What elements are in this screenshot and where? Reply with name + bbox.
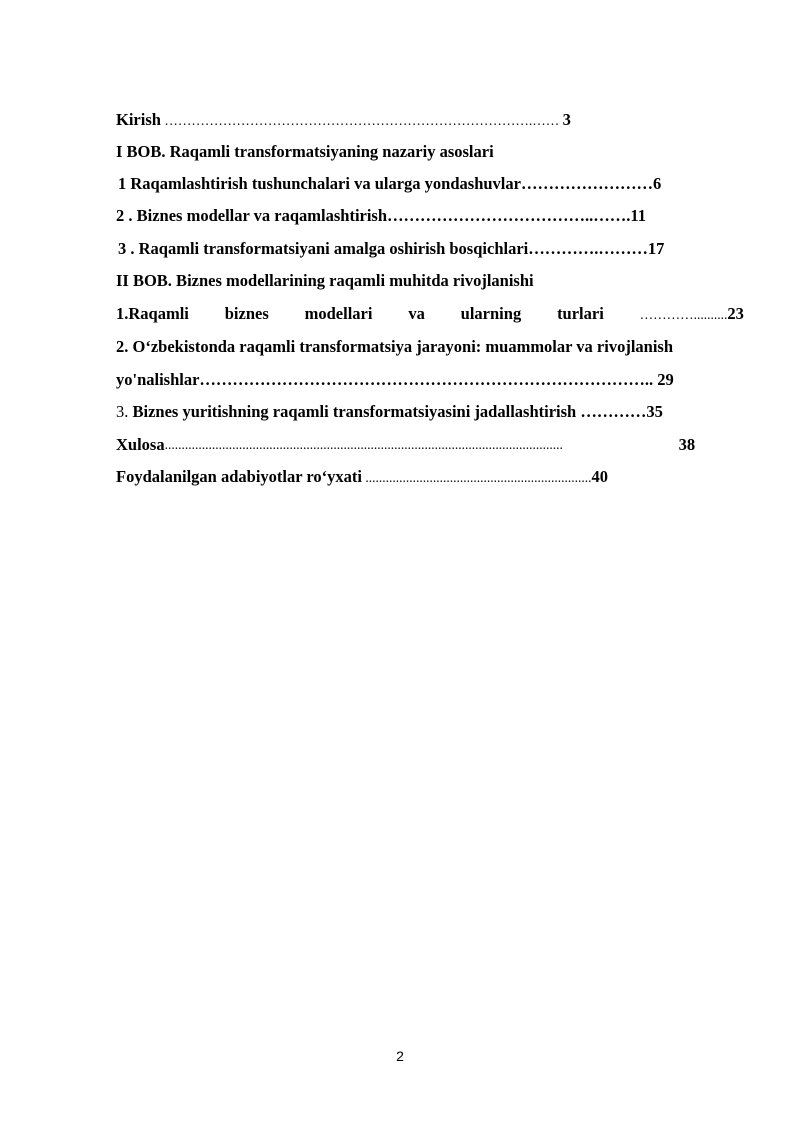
toc-entry-chapter-1-section-1[interactable] [118,172,746,196]
toc-entry-chapter-2-section-3[interactable] [116,400,744,424]
toc-entry-title: Kirish [116,110,161,129]
toc-word: ularning [460,304,522,323]
toc-entry-text: 2 . Biznes modellar va raqamlashtirish………………………………..…….11 [116,206,646,225]
toc-entry-text: 3 . Raqamli transformatsiyani amalga oshirish bosqichlari………….………17 [118,239,665,258]
toc-entry-chapter-2-section-2-continued[interactable] [116,368,744,392]
toc-entry-title: Xulosa [116,435,165,454]
toc-entry-xulosa[interactable] [116,433,744,457]
toc-entry-page: 40 [591,467,609,486]
toc-entry-text: 1 Raqamlashtirish tushunchalari va ularga yondashuvlar……………………6 [118,174,662,193]
toc-entry-leader: ……………………………………………………………………….…… [160,113,563,128]
toc-entry-page: 23 [727,304,744,323]
toc-entry-page: 38 [678,435,696,454]
toc-entry-title: Foydalanilgan adabiyotlar ro‘yxati [116,467,363,486]
toc-entry-chapter-1-section-3[interactable] [118,237,746,261]
toc-entry-page: 3 [562,110,571,129]
toc-entry-leader: ...................................................................................................................... [164,437,563,452]
toc-entry-references[interactable] [116,465,744,489]
toc-word: biznes [224,304,269,323]
toc-word: turlari [557,304,604,323]
toc-entry-leader: ................................................................... [362,470,592,485]
toc-entry-chapter-2-section-2[interactable] [116,335,744,359]
toc-entry-chapter-2-section-1[interactable] [116,302,744,326]
chapter-title: II BOB. Biznes modellarining raqamli muhitda rivojlanishi [116,271,534,290]
toc-chapter-2-heading[interactable] [116,269,744,293]
toc-entry-kirish[interactable] [116,108,744,132]
toc-entry-text-line-1: 2. O‘zbekistonda raqamli transformatsiya jarayoni: muammolar va rivojlanish [116,337,674,356]
toc-word: 1.Raqamli [116,304,189,323]
toc-entry-number: 3. [116,402,129,421]
toc-entry-chapter-1-section-2[interactable] [116,204,744,228]
toc-chapter-1-heading[interactable] [116,140,744,164]
chapter-title: I BOB. Raqamli transformatsiyaning nazariy asoslari [116,142,494,161]
toc-word: va [408,304,425,323]
toc-entry-text: Biznes yuritishning raqamli transformatsiyasini jadallashtirish …………35 [128,402,663,421]
toc-entry-leader: ………….......... [639,307,728,322]
page-number: 2 [396,1048,404,1064]
toc-word: modellari [304,304,373,323]
toc-entry-text-line-2: yo'nalishlar……………………………………………………………………….. 29 [116,370,674,389]
